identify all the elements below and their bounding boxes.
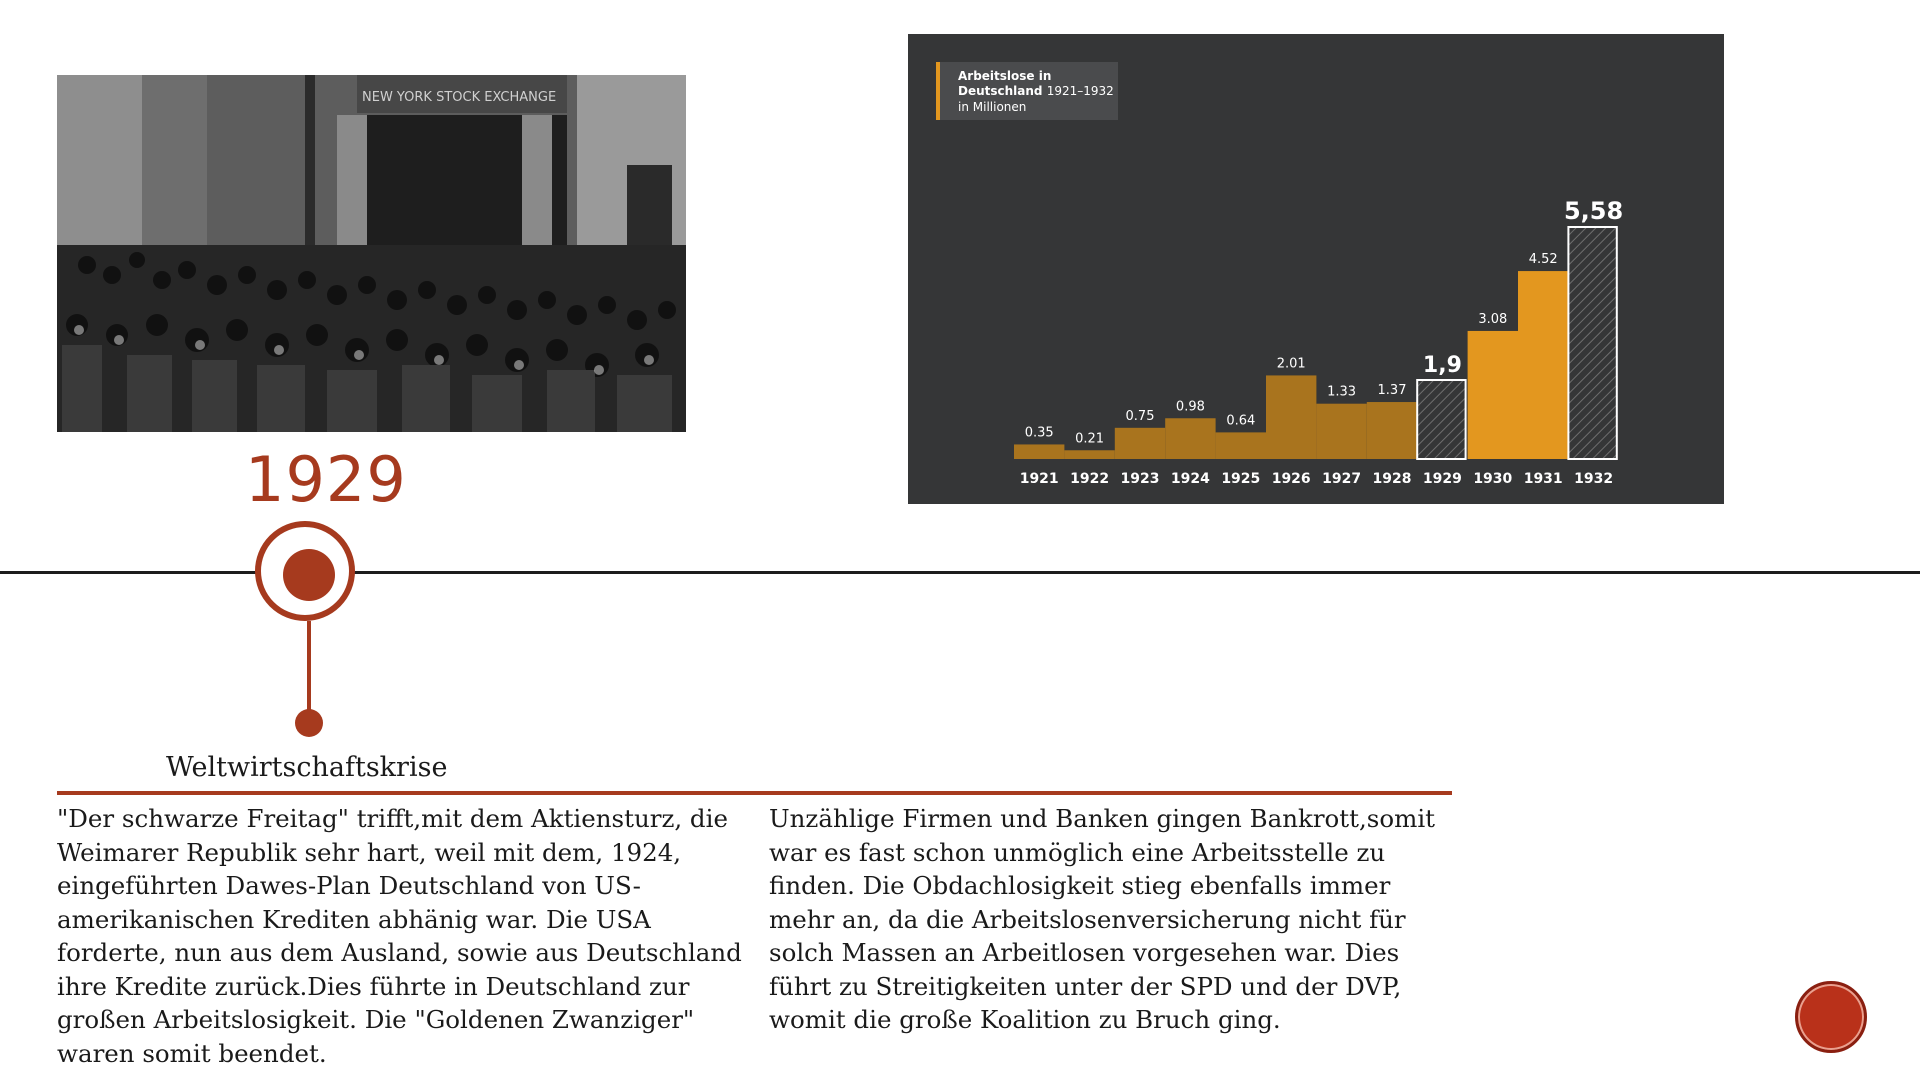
value-label-1926: 2.01	[1276, 356, 1306, 372]
legend-title-bold: Arbeitslose in	[958, 69, 1052, 83]
bar-1925	[1216, 432, 1266, 459]
chart-legend	[936, 62, 1118, 120]
category-label-1930: 1930	[1473, 471, 1513, 487]
value-label-1930: 3.08	[1478, 311, 1508, 327]
value-label-1931: 4.52	[1528, 252, 1558, 268]
exchange-sign: NEW YORK STOCK EXCHANGE	[362, 90, 557, 105]
legend-title-bold-2: Deutschland	[958, 84, 1047, 98]
crowd-photo-illustration	[57, 75, 686, 432]
bar-1930	[1468, 331, 1518, 459]
legend-title	[958, 69, 1051, 83]
legend-accent	[936, 62, 940, 120]
chart-svg	[908, 34, 1724, 504]
bar-1931	[1518, 271, 1568, 459]
category-label-1925: 1925	[1221, 471, 1261, 487]
timeline-marker-dot	[283, 549, 335, 601]
timeline-year: 1929	[245, 443, 407, 516]
category-label-1923: 1923	[1120, 471, 1160, 487]
legend-subtitle: in Millionen	[958, 100, 1027, 114]
value-label-1922: 0.21	[1075, 431, 1105, 447]
bar-1927	[1316, 404, 1366, 459]
value-label-1924: 0.98	[1175, 399, 1205, 415]
timeline-marker-end	[295, 709, 323, 737]
legend-title-range: 1921–1932	[1046, 84, 1114, 98]
bar-1923	[1115, 428, 1165, 459]
bar-1922	[1064, 450, 1114, 459]
value-label-1921: 0.35	[1024, 425, 1054, 441]
category-label-1926: 1926	[1271, 471, 1311, 487]
stock-exchange-photo	[57, 75, 686, 432]
category-label-1932: 1932	[1574, 471, 1614, 487]
unemployment-chart	[908, 34, 1724, 504]
bar-1924	[1165, 418, 1215, 459]
category-label-1929: 1929	[1422, 471, 1462, 487]
bar-1929	[1417, 380, 1465, 459]
bar-1926	[1266, 375, 1316, 459]
value-label-1927: 1.33	[1327, 384, 1357, 400]
category-label-1921: 1921	[1019, 471, 1059, 487]
legend-title-range-line	[958, 84, 1114, 98]
value-label-1925: 0.64	[1226, 413, 1256, 429]
topic-heading: Weltwirtschaftskrise	[166, 752, 448, 783]
paragraph-left: "Der schwarze Freitag" trifft,mit dem Aktiensturz, die Weimarer Republik sehr hart, weil mit dem, 1924, eingeführten Dawes-Plan Deutschland von US-amerikanischen Krediten abhänig war. Die USA forderte, nun aus dem Ausland, sowie aus Deutschland ihre Kredite zurück.Dies führte in Deutschland zur großen Arbeitslosigkeit. Die "Goldenen Zwanziger" waren somit beendet.	[57, 804, 742, 1068]
category-label-1927: 1927	[1322, 471, 1362, 487]
value-label-1928: 1.37	[1377, 383, 1407, 399]
next-slide-button[interactable]	[1795, 981, 1867, 1053]
topic-divider	[57, 791, 1452, 795]
value-label-1932: 5,58	[1563, 197, 1624, 225]
category-label-1922: 1922	[1070, 471, 1110, 487]
chart-bars	[1014, 197, 1623, 487]
category-label-1928: 1928	[1372, 471, 1412, 487]
bar-1932	[1568, 227, 1616, 459]
category-label-1931: 1931	[1523, 471, 1563, 487]
bar-1928	[1367, 402, 1417, 459]
value-label-1929: 1,9	[1422, 353, 1462, 379]
category-label-1924: 1924	[1170, 471, 1210, 487]
paragraph-right: Unzählige Firmen und Banken gingen Bankrott,somit war es fast schon unmöglich eine Arbeitsstelle zu finden. Die Obdachlosigkeit stieg ebenfalls immer mehr an, da die Arbeitslosenversicherung nicht für solch Massen an Arbeitlosen vorgesehen war. Dies führt zu Streitigkeiten unter der SPD und der DVP, womit die große Koalition zu Bruch ging.	[769, 804, 1435, 1034]
timeline-marker-stem	[307, 621, 311, 717]
value-label-1923: 0.75	[1125, 408, 1155, 424]
bar-1921	[1014, 444, 1064, 459]
